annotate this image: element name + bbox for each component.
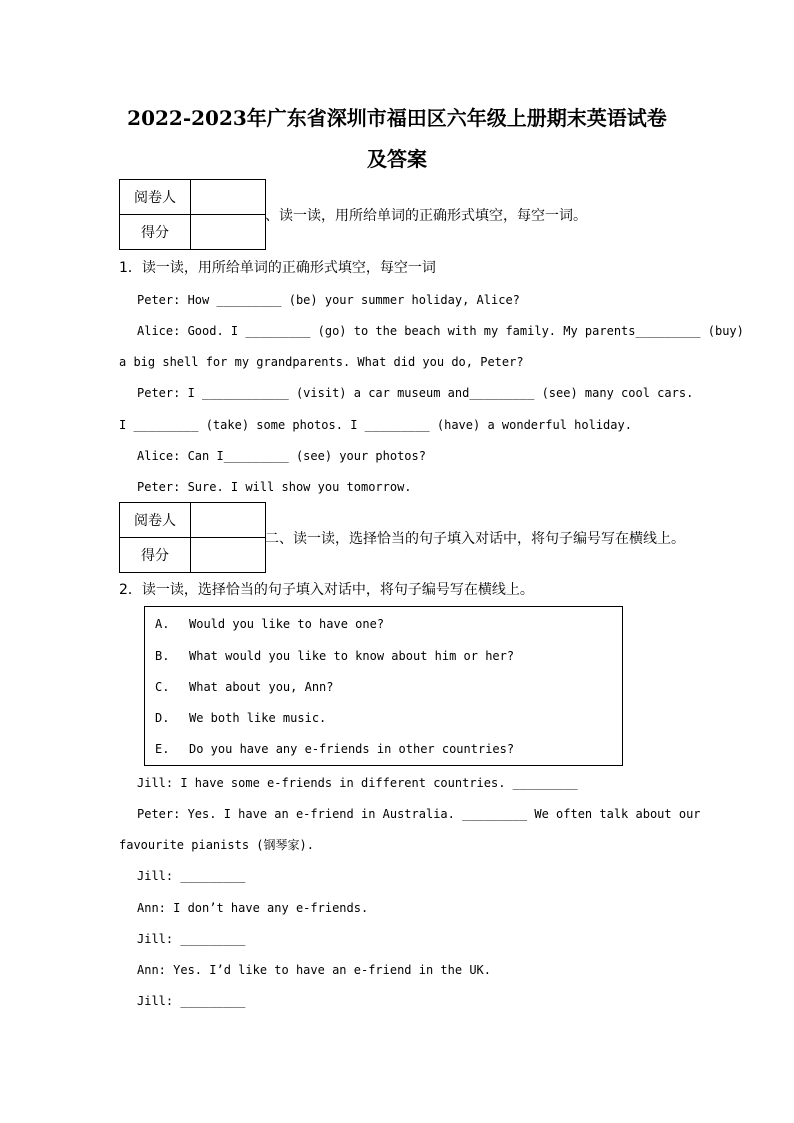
score-blank [191, 215, 266, 250]
q2-dialogue-line-3: favourite pianists (钢琴家). [119, 838, 314, 852]
option-b [155, 647, 514, 665]
q2-dialogue-line-2: Peter: Yes. I have an e-friend in Australia. _________ We often talk about our [137, 807, 701, 821]
q2-dialogue-line-7: Ann: Yes. I’d like to have an e-friend in the UK. [137, 963, 492, 977]
q1-line-6: Alice: Can I_________ (see) your photos? [137, 449, 426, 463]
reviewer-label: 阅卷人 [120, 180, 191, 215]
score-label: 得分 [120, 215, 191, 250]
q2-dialogue-line-5: Ann: I don’t have any e-friends. [137, 901, 369, 915]
option-a [155, 615, 384, 633]
q2-dialogue-line-8: Jill: _________ [137, 994, 246, 1008]
reviewer-blank [191, 180, 266, 215]
q2-dialogue-line-4: Jill: _________ [137, 869, 246, 883]
option-text: What about you, Ann? [189, 680, 334, 694]
option-e [155, 740, 514, 758]
option-letter: E. [155, 742, 170, 756]
reviewer-label: 阅卷人 [120, 503, 191, 538]
question-2-title: 2．读一读，选择恰当的句子填入对话中，将句子编号写在横线上。 [119, 582, 534, 598]
section-1-heading: 、读一读，用所给单词的正确形式填空，每空一词。 [265, 208, 587, 224]
page-title: 2022-2023年广东省深圳市福田区六年级上册期末英语试卷 [127, 106, 667, 130]
q1-line-4: Peter: I ____________ (visit) a car museum and_________ (see) many cool cars. [137, 386, 694, 400]
q1-line-2: Alice: Good. I _________ (go) to the beach with my family. My parents_________ (buy) [137, 324, 744, 338]
option-text: Would you like to have one? [189, 617, 385, 631]
q1-line-7: Peter: Sure. I will show you tomorrow. [137, 480, 412, 494]
reviewer-blank [191, 503, 266, 538]
q1-line-5: I _________ (take) some photos. I _________ (have) a wonderful holiday. [119, 418, 632, 432]
option-text: What would you like to know about him or her? [189, 649, 515, 663]
q2-dialogue-line-1: Jill: I have some e-friends in different countries. _________ [137, 776, 578, 790]
question-1-title: 1．读一读，用所给单词的正确形式填空，每空一词 [119, 260, 436, 276]
option-c [155, 678, 334, 696]
score-table-section-1 [119, 179, 266, 250]
score-label: 得分 [120, 538, 191, 573]
option-letter: B. [155, 649, 170, 663]
q1-line-1: Peter: How _________ (be) your summer holiday, Alice? [137, 293, 520, 307]
options-box [144, 606, 623, 766]
q2-dialogue-line-6: Jill: _________ [137, 932, 246, 946]
option-text: We both like music. [189, 711, 327, 725]
option-letter: C. [155, 680, 170, 694]
option-d [155, 709, 326, 727]
score-table-section-2 [119, 502, 266, 573]
page-title-continued: 及答案 [367, 147, 427, 171]
score-blank [191, 538, 266, 573]
section-2-heading: 二、读一读，选择恰当的句子填入对话中，将句子编号写在横线上。 [265, 531, 685, 547]
option-text: Do you have any e-friends in other countries? [189, 742, 515, 756]
q1-line-3: a big shell for my grandparents. What did you do, Peter? [119, 355, 524, 369]
option-letter: A. [155, 617, 170, 631]
option-letter: D. [155, 711, 170, 725]
